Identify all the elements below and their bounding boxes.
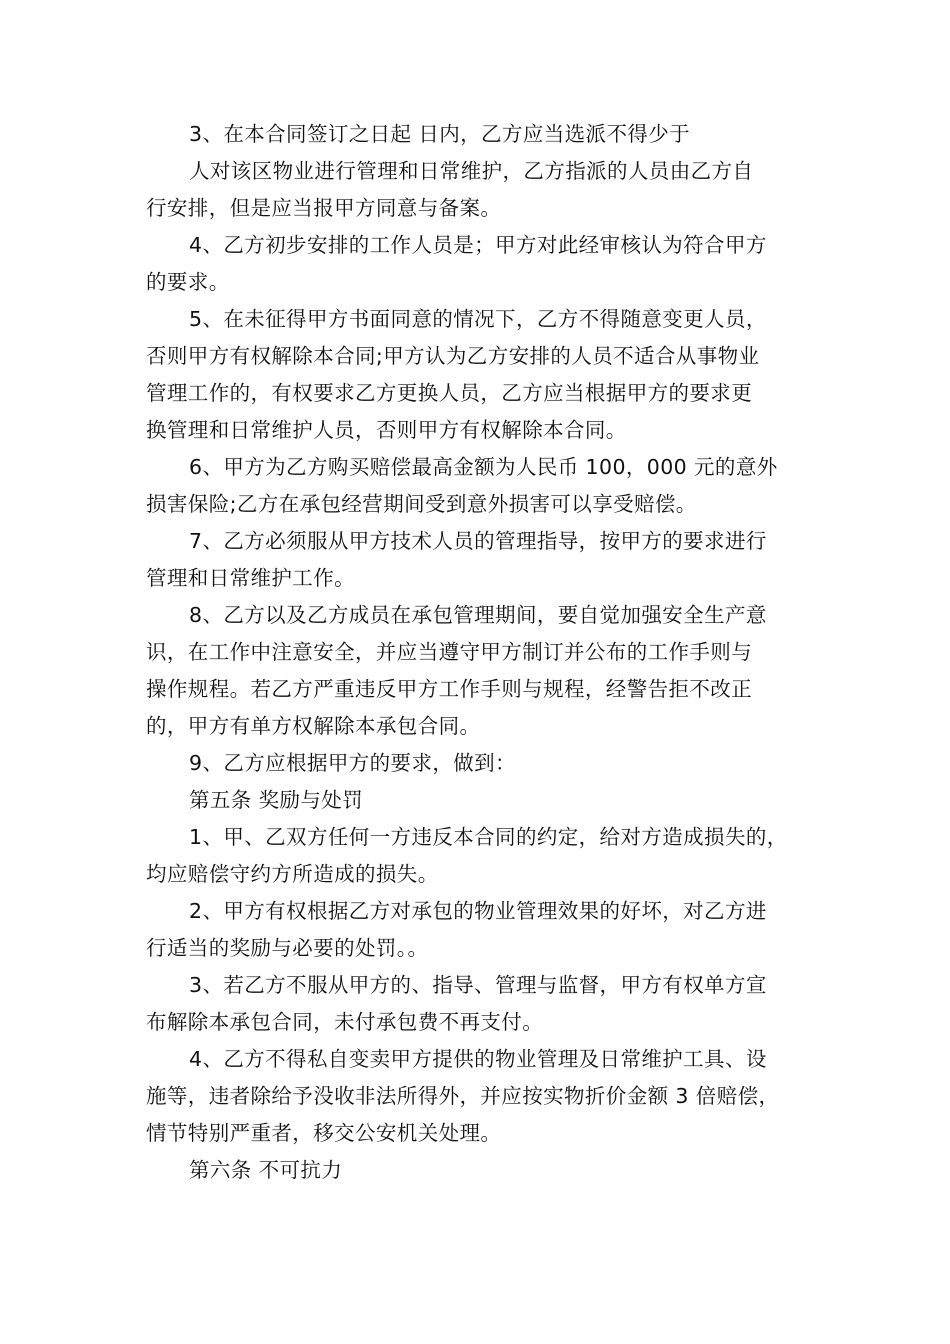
paragraph-line: 施等，违者除给予没收非法所得外，并应按实物折价金额 3 倍赔偿， xyxy=(146,1084,780,1108)
paragraph-line: 行安排，但是应当报甲方同意与备案。 xyxy=(146,196,502,220)
paragraph-line: 8、乙方以及乙方成员在承包管理期间，要自觉加强安全生产意 xyxy=(189,603,767,627)
paragraph-line: 的，甲方有单方权解除本承包合同。 xyxy=(146,714,481,738)
paragraph-line: 人对该区物业进行管理和日常维护，乙方指派的人员由乙方自 xyxy=(189,159,754,183)
paragraph-line: 均应赔偿守约方所造成的损失。 xyxy=(146,862,439,886)
paragraph-line: 行适当的奖励与必要的处罚。。 xyxy=(146,936,429,960)
paragraph-line: 4、乙方不得私自变卖甲方提供的物业管理及日常维护工具、设 xyxy=(189,1047,767,1071)
section-heading: 第五条 奖励与处罚 xyxy=(189,788,364,812)
paragraph-line: 的要求。 xyxy=(146,270,230,294)
paragraph-line: 布解除本承包合同，未付承包费不再支付。 xyxy=(146,1010,544,1034)
paragraph-line: 情节特别严重者，移交公安机关处理。 xyxy=(146,1121,502,1145)
section-heading: 第六条 不可抗力 xyxy=(189,1158,343,1182)
paragraph-line: 识，在工作中注意安全，并应当遵守甲方制订并公布的工作手则与 xyxy=(146,640,753,664)
paragraph-line: 管理工作的，有权要求乙方更换人员，乙方应当根据甲方的要求更 xyxy=(146,381,753,405)
paragraph-line: 9、乙方应根据甲方的要求，做到： xyxy=(189,751,516,775)
paragraph-line: 损害保险;乙方在承包经营期间受到意外损害可以享受赔偿。 xyxy=(146,492,697,516)
paragraph-line: 换管理和日常维护人员，否则甲方有权解除本合同。 xyxy=(146,418,627,442)
paragraph-line: 3、在本合同签订之日起 日内，乙方应当选派不得少于 xyxy=(189,122,691,146)
paragraph-line: 5、在未征得甲方书面同意的情况下，乙方不得随意变更人员， xyxy=(189,307,767,331)
paragraph-line: 否则甲方有权解除本合同;甲方认为乙方安排的人员不适合从事物业 xyxy=(146,344,760,368)
paragraph-line: 2、甲方有权根据乙方对承包的物业管理效果的好坏，对乙方进 xyxy=(189,899,767,923)
paragraph-line: 3、若乙方不服从甲方的、指导、管理与监督，甲方有权单方宣 xyxy=(189,973,767,997)
paragraph-line: 操作规程。若乙方严重违反甲方工作手则与规程，经警告拒不改正 xyxy=(146,677,753,701)
paragraph-line: 7、乙方必须服从甲方技术人员的管理指导，按甲方的要求进行 xyxy=(189,529,767,553)
paragraph-line: 6、甲方为乙方购买赔偿最高金额为人民币 100，000 元的意外 xyxy=(189,455,778,479)
paragraph-line: 管理和日常维护工作。 xyxy=(146,566,355,590)
paragraph-line: 1、甲、乙双方任何一方违反本合同的约定，给对方造成损失的， xyxy=(189,825,788,849)
paragraph-line: 4、乙方初步安排的工作人员是；甲方对此经审核认为符合甲方 xyxy=(189,233,767,257)
